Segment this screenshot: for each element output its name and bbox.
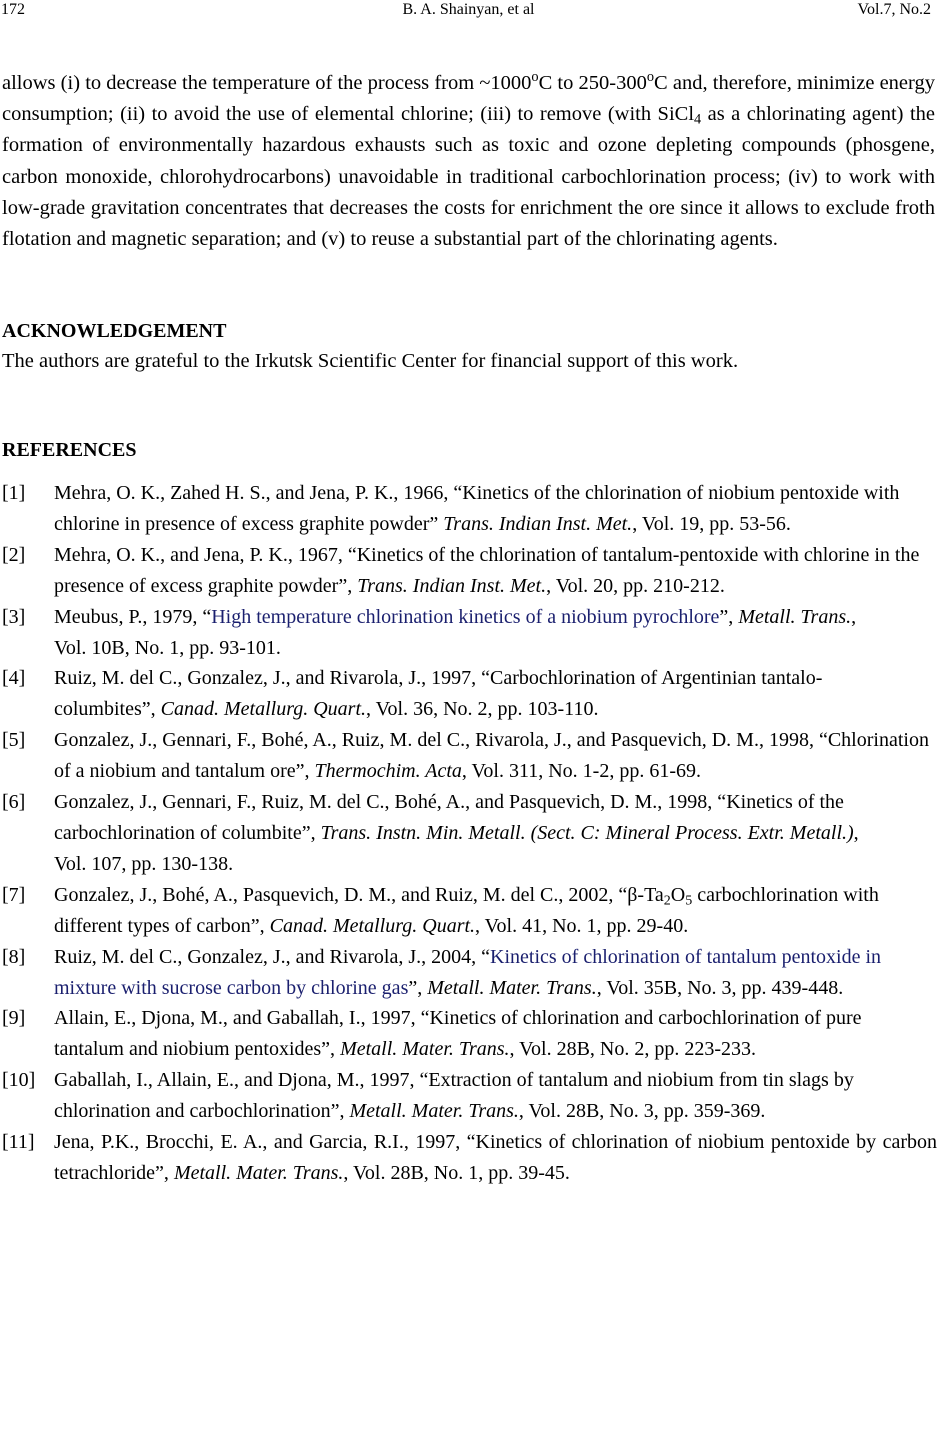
conclusion-paragraph: allows (i) to decrease the temperature of the process from ~1000$^o$C to 250-300$^o$C and, therefore, minimize energy consumption; (ii) to avoid the use of elemental chlorine; (iii) to remove (with SiCl$_4$ as a chlorinating agent) the formation of environmentally hazardous exhausts such as toxic and ozone depleting compounds (phosgene, carbon monoxide, chlorohydrocarbons) unavoidable in traditional carbochlorination process; (iv) to work with low-grade gravitation concentrates that decreases the costs for enrichment the ore since it allows to exclude froth flotation and magnetic separation; and (v) to reuse a substantial part of the chlorinating agents. — [2, 69, 935, 251]
reference-list — [2, 478, 937, 1189]
page-header — [0, 0, 937, 24]
volume-info: Vol.7, No.2 — [857, 1, 931, 18]
references-heading: REFERENCES — [2, 439, 137, 461]
reference-item: [5] Gonzalez, J., Gennari, F., Bohé, A., Ruiz, M. del C., Rivarola, J., and Pasquevich, D. M., 1998, “Chlorination of a niobium and tantalum ore”, Thermochim. Acta, Vol. 311, No. 1-2, pp. 61-69. — [2, 729, 929, 783]
running-authors: B. A. Shainyan, et al — [402, 1, 535, 18]
reference-item: [11] Jena, P.K., Brocchi, E. A., and Garcia, R.I., 1997, “Kinetics of chlorination of niobium pentoxide by carbon tetrachloride”, Metall. Mater. Trans., Vol. 28B, No. 1, pp. 39-45. — [2, 1131, 937, 1184]
reference-item: [3] Meubus, P., 1979, “High temperature chlorination kinetics of a niobium pyrochlore”, Metall. Trans., Vol. 10B, No. 1, pp. 93-101. — [2, 605, 857, 659]
acknowledgement-text: The authors are grateful to the Irkutsk Scientific Center for financial support of this work. — [2, 350, 739, 372]
reference-item: [8] Ruiz, M. del C., Gonzalez, J., and Rivarola, J., 2004, “Kinetics of chlorination of tantalum pentoxide in mixture with sucrose carbon by chlorine gas”, Metall. Mater. Trans., Vol. 35B, No. 3, pp. 439-448. — [2, 945, 882, 999]
reference-item: [2] Mehra, O. K., and Jena, P. K., 1967, “Kinetics of the chlorination of tantalum-pentoxide with chlorine in the presence of excess graphite powder”, Trans. Indian Inst. Met., Vol. 20, pp. 210-212. — [2, 543, 920, 597]
reference-item: [7] Gonzalez, J., Bohé, A., Pasquevich, D. M., and Ruiz, M. del C., 2002, “$\beta-Ta_2O_5$ carbochlorination with different types of carbon”, Canad. Metallurg. Quart., Vol. 41, No. 1, pp. 29-40. — [2, 883, 879, 937]
reference-item: [10] Gaballah, I., Allain, E., and Djona, M., 1997, “Extraction of tantalum and niobium from tin slags by chlorination and carbochlorination”, Metall. Mater. Trans., Vol. 28B, No. 3, pp. 359-369. — [2, 1069, 854, 1123]
acknowledgement-heading: ACKNOWLEDGEMENT — [2, 320, 227, 342]
reference-item: [9] Allain, E., Djona, M., and Gaballah, I., 1997, “Kinetics of chlorination and carbochlorination of pure tantalum and niobium pentoxides”, Metall. Mater. Trans., Vol. 28B, No. 2, pp. 223-233. — [2, 1007, 862, 1061]
reference-item: [4] Ruiz, M. del C., Gonzalez, J., and Rivarola, J., 1997, “Carbochlorination of Argentinian tantalo-columbites”, Canad. Metallurg. Quart., Vol. 36, No. 2, pp. 103-110. — [2, 667, 823, 721]
reference-item: [1] Mehra, O. K., Zahed H. S., and Jena, P. K., 1966, “Kinetics of the chlorination of niobium pentoxide with chlorine in presence of excess graphite powder” Trans. Indian Inst. Met., Vol. 19, pp. 53-56. — [2, 482, 900, 535]
reference-item: [6] Gonzalez, J., Gennari, F., Ruiz, M. del C., Bohé, A., and Pasquevich, D. M., 1998, “Kinetics of the carbochlorination of columbite”, Trans. Instn. Min. Metall. (Sect. C: Mineral Process. Extr. Metall.), Vol. 107, pp. 130-138. — [2, 791, 859, 875]
page-number: 172 — [1, 1, 25, 18]
